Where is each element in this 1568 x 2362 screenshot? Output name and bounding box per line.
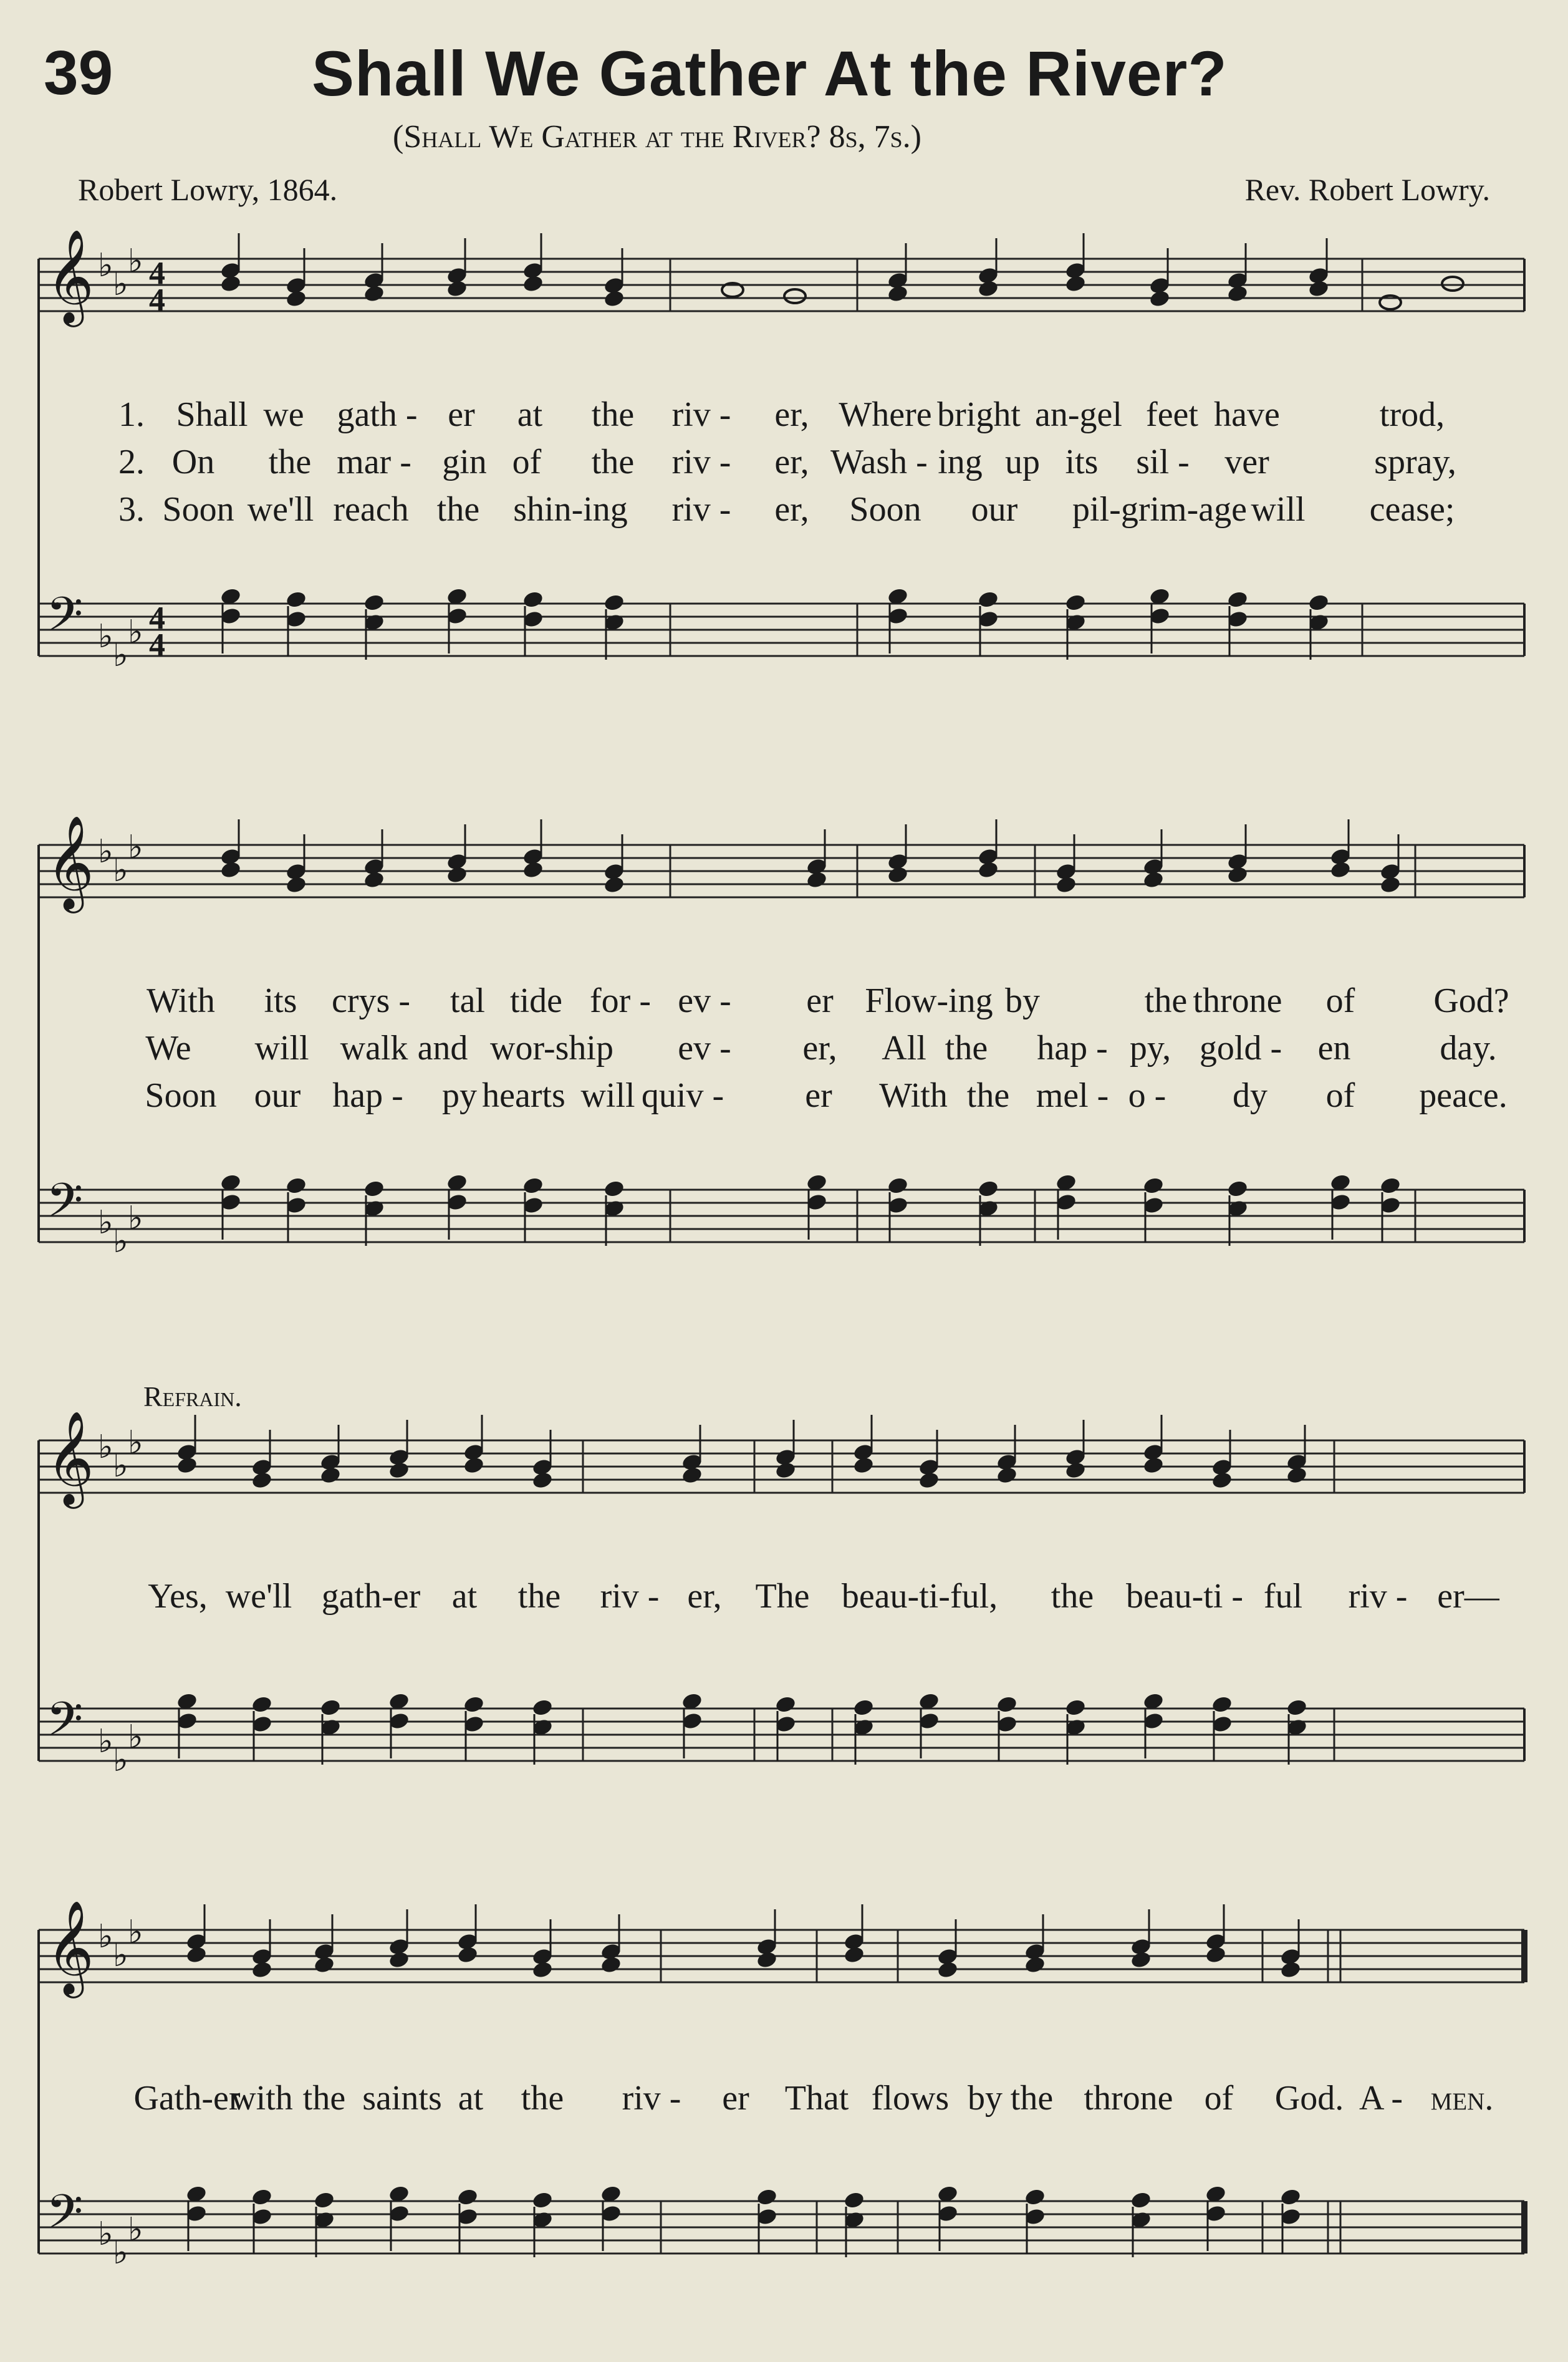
verse-number: 3.	[118, 490, 145, 529]
lyric-syllable: of	[1204, 2079, 1234, 2118]
lyric-syllable: tide	[510, 981, 562, 1020]
flat-icon: ♭	[113, 637, 128, 674]
lyric-syllable: er,	[774, 490, 809, 529]
lyric-syllable: riv -	[671, 443, 731, 481]
lyric-syllable: On	[171, 443, 215, 481]
lyric-syllable: wor-ship	[490, 1029, 613, 1068]
lyric-syllable: men.	[1430, 2079, 1494, 2118]
lyric-syllable: The	[755, 1577, 810, 1616]
lyric-syllable: ful	[1263, 1577, 1303, 1616]
lyric-syllable: mar -	[337, 443, 411, 481]
lyric-syllable: o -	[1128, 1076, 1166, 1115]
lyric-syllable: the	[945, 1029, 988, 1068]
lyric-syllable: All	[882, 1029, 926, 1068]
lyric-syllable: gin	[442, 443, 487, 481]
lyric-syllable: at	[517, 395, 543, 434]
lyric-syllable: Yes,	[148, 1577, 208, 1616]
lyric-syllable: for -	[590, 981, 651, 1020]
lyric-line-verse-1	[0, 395, 1568, 438]
lyric-syllable: er	[806, 981, 834, 1020]
time-signature: 4	[149, 256, 165, 291]
lyric-syllable: riv -	[622, 2079, 681, 2118]
half-note	[1442, 277, 1463, 291]
lyric-syllable: en	[1317, 1029, 1351, 1068]
lyric-syllable: the	[436, 490, 480, 529]
bass-clef-icon: 𝄢	[46, 1173, 84, 1240]
lyric-syllable: er,	[774, 395, 809, 434]
lyric-syllable: the	[521, 2079, 564, 2118]
lyric-syllable: ev -	[678, 1029, 731, 1068]
lyric-syllable: will	[580, 1076, 635, 1115]
lyric-syllable: the	[591, 443, 635, 481]
bass-clef-icon: 𝄢	[46, 2184, 84, 2251]
composer-credit: Robert Lowry, 1864.	[78, 172, 338, 207]
flat-icon: ♭	[128, 1718, 143, 1756]
lyric-syllable: crys -	[332, 981, 410, 1020]
lyric-syllable: God?	[1433, 981, 1509, 1020]
flat-icon: ♭	[128, 1424, 143, 1462]
lyric-syllable: ev -	[678, 981, 731, 1020]
flat-icon: ♭	[113, 1447, 128, 1485]
time-signature: 4	[149, 600, 165, 636]
lyric-syllable: by	[1005, 981, 1040, 1020]
lyric-syllable: riv -	[671, 490, 731, 529]
lyric-syllable: Flow-ing	[865, 981, 993, 1020]
flat-icon: ♭	[98, 1429, 113, 1466]
flat-icon: ♭	[98, 2215, 113, 2253]
flat-icon: ♭	[113, 1742, 128, 1779]
lyric-syllable: riv -	[1348, 1577, 1408, 1616]
lyric-line-verse-2	[0, 442, 1568, 486]
lyric-syllable: God.	[1274, 2079, 1344, 2118]
flat-icon: ♭	[98, 1723, 113, 1760]
lyric-syllable: at	[451, 1577, 478, 1616]
lyric-syllable: py	[442, 1076, 477, 1115]
lyric-syllable: hap -	[1037, 1029, 1108, 1068]
lyric-line-refrain	[0, 1576, 1568, 1620]
lyric-syllable: of	[1325, 1076, 1355, 1115]
lyric-line-verse-3	[0, 489, 1568, 533]
flat-icon: ♭	[98, 833, 113, 870]
lyric-syllable: beau-ti -	[1125, 1577, 1244, 1616]
bass-clef-icon: 𝄢	[46, 1692, 84, 1758]
lyric-syllable: and	[417, 1029, 468, 1068]
lyric-syllable: the	[1144, 981, 1188, 1020]
lyric-syllable: our	[254, 1076, 301, 1115]
lyric-syllable: the	[268, 443, 312, 481]
lyric-syllable: Soon	[145, 1076, 217, 1115]
lyric-syllable: with	[231, 2079, 293, 2118]
lyric-syllable: quiv -	[641, 1076, 724, 1115]
lyric-syllable: gath-er	[321, 1577, 421, 1616]
treble-clef-icon: 𝄞	[46, 1899, 94, 1994]
treble-clef-icon: 𝄞	[46, 814, 94, 909]
lyric-syllable: trod,	[1379, 395, 1445, 434]
lyric-syllable: of	[512, 443, 542, 481]
lyric-syllable: Where	[839, 395, 932, 434]
lyric-syllable: flows	[871, 2079, 950, 2118]
refrain-label: Refrain.	[143, 1381, 242, 1412]
lyric-syllable: sil -	[1136, 443, 1190, 481]
lyric-syllable: ver	[1224, 443, 1269, 481]
lyric-syllable: With	[147, 981, 215, 1020]
lyric-syllable: Wash -	[830, 443, 928, 481]
lyric-syllable: bright	[937, 395, 1021, 434]
lyric-syllable: will	[254, 1029, 309, 1068]
lyric-syllable: an-gel	[1035, 395, 1122, 434]
lyric-syllable: hap -	[332, 1076, 403, 1115]
lyric-syllable: at	[458, 2079, 484, 2118]
lyric-syllable: That	[784, 2079, 849, 2118]
lyric-syllable: we'll	[247, 490, 314, 529]
lyric-syllable: the	[1051, 1577, 1094, 1616]
lyric-syllable: reach	[333, 490, 409, 529]
flat-icon: ♭	[113, 852, 128, 889]
lyric-syllable: its	[264, 981, 297, 1020]
lyric-syllable: day.	[1440, 1029, 1497, 1068]
treble-clef-icon: 𝄞	[46, 1410, 94, 1505]
lyric-syllable: er—	[1437, 1577, 1499, 1616]
lyric-syllable: saints	[362, 2079, 442, 2118]
lyric-syllable: by	[968, 2079, 1003, 2118]
lyric-syllable: ing	[938, 443, 983, 481]
lyric-syllable: Soon	[849, 490, 921, 529]
flat-icon: ♭	[113, 1223, 128, 1260]
lyric-syllable: our	[971, 490, 1018, 529]
lyric-syllable: spray,	[1374, 443, 1456, 481]
lyric-syllable: have	[1214, 395, 1280, 434]
lyric-syllable: pil-grim-age	[1072, 490, 1247, 529]
flat-icon: ♭	[128, 614, 143, 651]
half-note	[784, 289, 806, 303]
flat-icon: ♭	[113, 2234, 128, 2272]
lyric-syllable: we'll	[225, 1577, 292, 1616]
lyric-syllable: peace.	[1419, 1076, 1508, 1115]
author-credit: Rev. Robert Lowry.	[1244, 172, 1490, 207]
lyric-syllable: dy	[1233, 1076, 1267, 1115]
lyric-syllable: riv -	[671, 395, 731, 434]
lyric-syllable: riv -	[600, 1577, 660, 1616]
lyric-syllable: feet	[1146, 395, 1198, 434]
lyric-syllable: its	[1065, 443, 1099, 481]
verse-number: 1.	[118, 395, 145, 434]
lyric-syllable: A -	[1359, 2079, 1403, 2118]
lyric-syllable: Gath-er	[133, 2079, 241, 2118]
flat-icon: ♭	[128, 829, 143, 866]
lyric-syllable: the	[517, 1577, 561, 1616]
lyric-syllable: er	[805, 1076, 832, 1115]
lyric-syllable: mel -	[1036, 1076, 1109, 1115]
lyric-syllable: walk	[340, 1029, 408, 1068]
lyric-syllable: cease;	[1369, 490, 1455, 529]
lyric-syllable: hearts	[482, 1076, 565, 1115]
lyric-syllable: er,	[687, 1577, 722, 1616]
lyric-syllable: er,	[774, 443, 809, 481]
lyric-syllable: the	[591, 395, 635, 434]
hymn-number: 39	[44, 38, 113, 108]
lyric-syllable: er	[448, 395, 475, 434]
lyric-syllable: Shall	[176, 395, 248, 434]
flat-icon: ♭	[113, 266, 128, 303]
lyric-syllable: We	[145, 1029, 191, 1068]
time-signature: 4	[149, 282, 165, 318]
flat-icon: ♭	[128, 1200, 143, 1237]
lyric-line-verse-3	[0, 1076, 1568, 1119]
time-signature: 4	[149, 627, 165, 663]
lyric-line-verse-1	[0, 981, 1568, 1024]
lyric-syllable: shin-ing	[513, 490, 628, 529]
flat-icon: ♭	[128, 243, 143, 280]
lyric-syllable: beau-ti-ful,	[841, 1577, 998, 1616]
lyric-syllable: throne	[1084, 2079, 1173, 2118]
lyric-line-refrain	[0, 2078, 1568, 2122]
lyric-syllable: the	[302, 2079, 346, 2118]
lyric-syllable: With	[879, 1076, 948, 1115]
lyric-syllable: er	[722, 2079, 749, 2118]
lyric-syllable: er,	[802, 1029, 837, 1068]
lyric-syllable: of	[1325, 981, 1355, 1020]
flat-icon: ♭	[128, 2211, 143, 2249]
flat-icon: ♭	[98, 1204, 113, 1241]
flat-icon: ♭	[113, 1937, 128, 1974]
lyric-syllable: gath -	[337, 395, 418, 434]
lyric-syllable: py,	[1129, 1029, 1171, 1068]
lyric-syllable: gold -	[1199, 1029, 1282, 1068]
lyric-syllable: the	[966, 1076, 1010, 1115]
flat-icon: ♭	[128, 1914, 143, 1951]
lyric-syllable: the	[1010, 2079, 1054, 2118]
flat-icon: ♭	[98, 1918, 113, 1955]
lyric-syllable: tal	[450, 981, 485, 1020]
flat-icon: ♭	[98, 618, 113, 655]
bass-clef-icon: 𝄢	[46, 587, 84, 653]
flat-icon: ♭	[98, 247, 113, 284]
lyric-syllable: up	[1005, 443, 1040, 481]
lyric-syllable: Soon	[162, 490, 234, 529]
lyric-syllable: throne	[1193, 981, 1282, 1020]
treble-clef-icon: 𝄞	[46, 228, 94, 323]
tune-meter-line: (Shall We Gather at the River? 8s, 7s.)	[393, 119, 921, 155]
lyric-line-verse-2	[0, 1028, 1568, 1072]
lyric-syllable: we	[263, 395, 304, 434]
hymn-title: Shall We Gather At the River?	[312, 38, 1228, 109]
lyric-syllable: will	[1251, 490, 1306, 529]
verse-number: 2.	[118, 443, 145, 481]
